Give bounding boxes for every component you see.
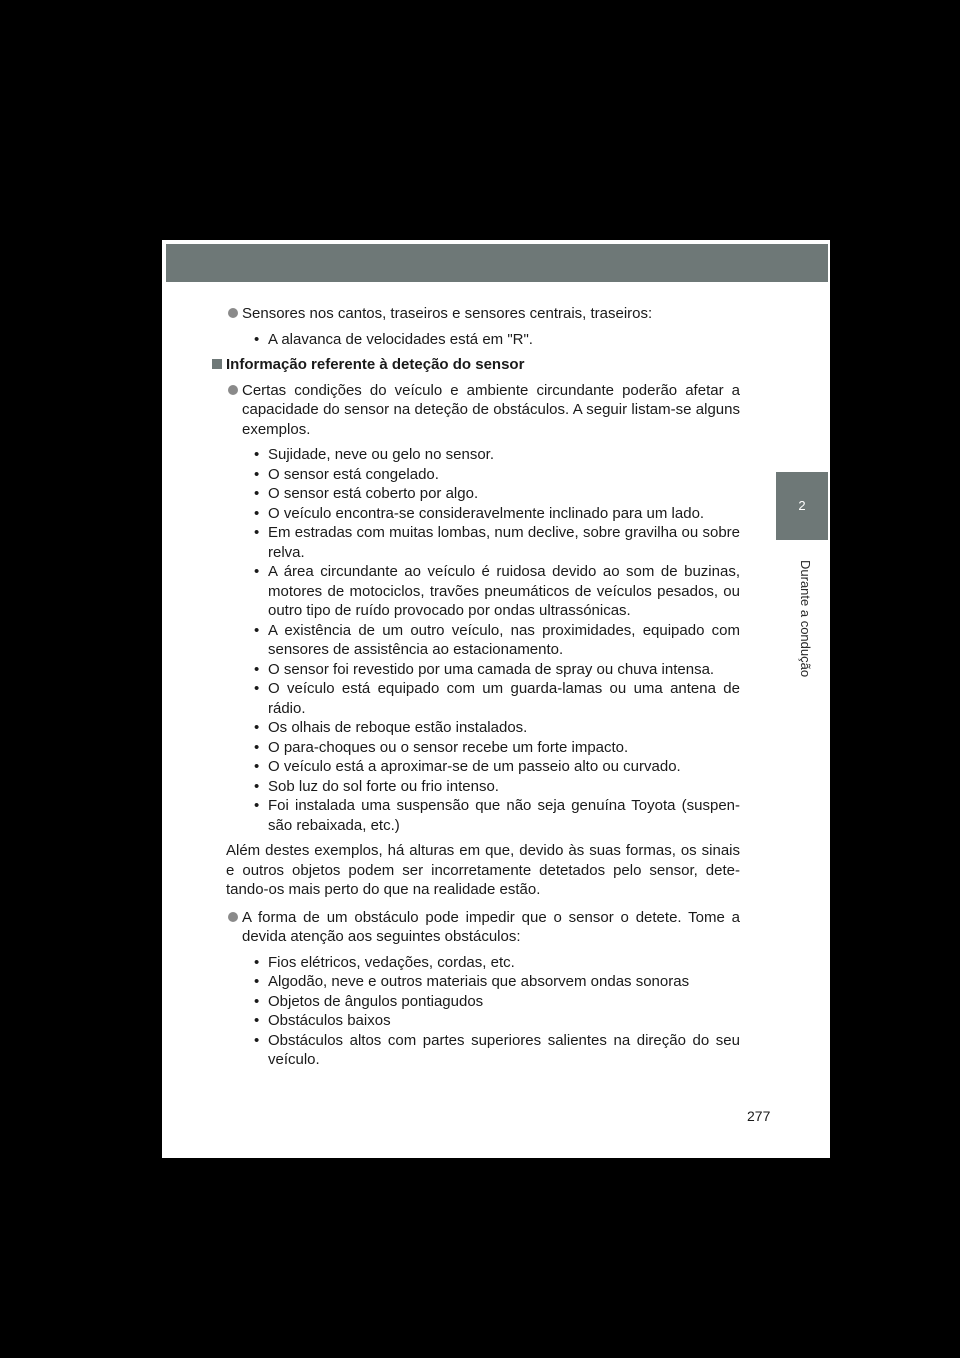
page-number: 277: [747, 1108, 771, 1124]
conditions-list: [254, 445, 740, 835]
list-item: • O sensor está coberto por algo.: [254, 484, 740, 504]
list-item: • A existência de um outro veículo, nas proximidades, equipado com sensores de assistência ao estacionamento.: [254, 621, 740, 660]
list-item: • Sujidade, neve ou gelo no sensor.: [254, 445, 740, 465]
section-heading: Informação referente à deteção do sensor: [212, 355, 740, 375]
bullet-conditions: Certas condições do veículo e ambiente circundante poderão afetar a capacidade do sensor na deteção de obstáculos. A seguir listam-se alguns exemplos.: [228, 381, 740, 440]
list-item: • A área circundante ao veículo é ruidosa devido ao som de buzinas, motores de motociclos, travões pneumáticos de veículos pesados, ou outro tipo de ruído provocado por ondas ultrassónicas.: [254, 562, 740, 621]
list-item: • Fios elétricos, vedações, cordas, etc.: [254, 953, 740, 973]
intro-list: [254, 330, 740, 350]
list-item: • Foi instalada uma suspensão que não seja genuína Toyota (suspen-são rebaixada, etc.): [254, 796, 740, 835]
chapter-title: Durante a condução: [798, 560, 813, 678]
list-item: • Os olhais de reboque estão instalados.: [254, 718, 740, 738]
list-item: • Objetos de ângulos pontiagudos: [254, 992, 740, 1012]
list-item: • O veículo está equipado com um guarda-lamas ou uma antena de rádio.: [254, 679, 740, 718]
list-item: • Em estradas com muitas lombas, num declive, sobre gravilha ou sobre relva.: [254, 523, 740, 562]
list-item: • O veículo encontra-se consideravelmente inclinado para um lado.: [254, 504, 740, 524]
manual-page: [162, 240, 830, 1158]
list-item: • Obstáculos altos com partes superiores salientes na direção do seu veículo.: [254, 1031, 740, 1070]
list-item: • O sensor foi revestido por uma camada de spray ou chuva intensa.: [254, 660, 740, 680]
list-item: • A alavanca de velocidades está em "R".: [254, 330, 740, 350]
list-item: • Algodão, neve e outros materiais que absorvem ondas sonoras: [254, 972, 740, 992]
bullet-obstacles: A forma de um obstáculo pode impedir que o sensor o detete. Tome a devida atenção aos seguintes obstáculos:: [228, 908, 740, 947]
page-content: [228, 304, 740, 1076]
list-item: • O para-choques ou o sensor recebe um forte impacto.: [254, 738, 740, 758]
body-paragraph: Além destes exemplos, há alturas em que, devido às suas formas, os sinais e outros objetos podem ser incorretamente detetados pelo sensor, dete-tando-os mais perto do que na realidade estão.: [226, 842, 740, 898]
list-item: • Sob luz do sol forte ou frio intenso.: [254, 777, 740, 797]
chapter-tab: [776, 472, 828, 540]
intro-bullet: Sensores nos cantos, traseiros e sensores centrais, traseiros:: [228, 304, 740, 324]
page-header-bar: [166, 244, 828, 282]
list-item: • O sensor está congelado.: [254, 465, 740, 485]
obstacles-list: [254, 953, 740, 1070]
list-item: • O veículo está a aproximar-se de um passeio alto ou curvado.: [254, 757, 740, 777]
chapter-number: 2: [798, 498, 806, 513]
list-item: • Obstáculos baixos: [254, 1011, 740, 1031]
